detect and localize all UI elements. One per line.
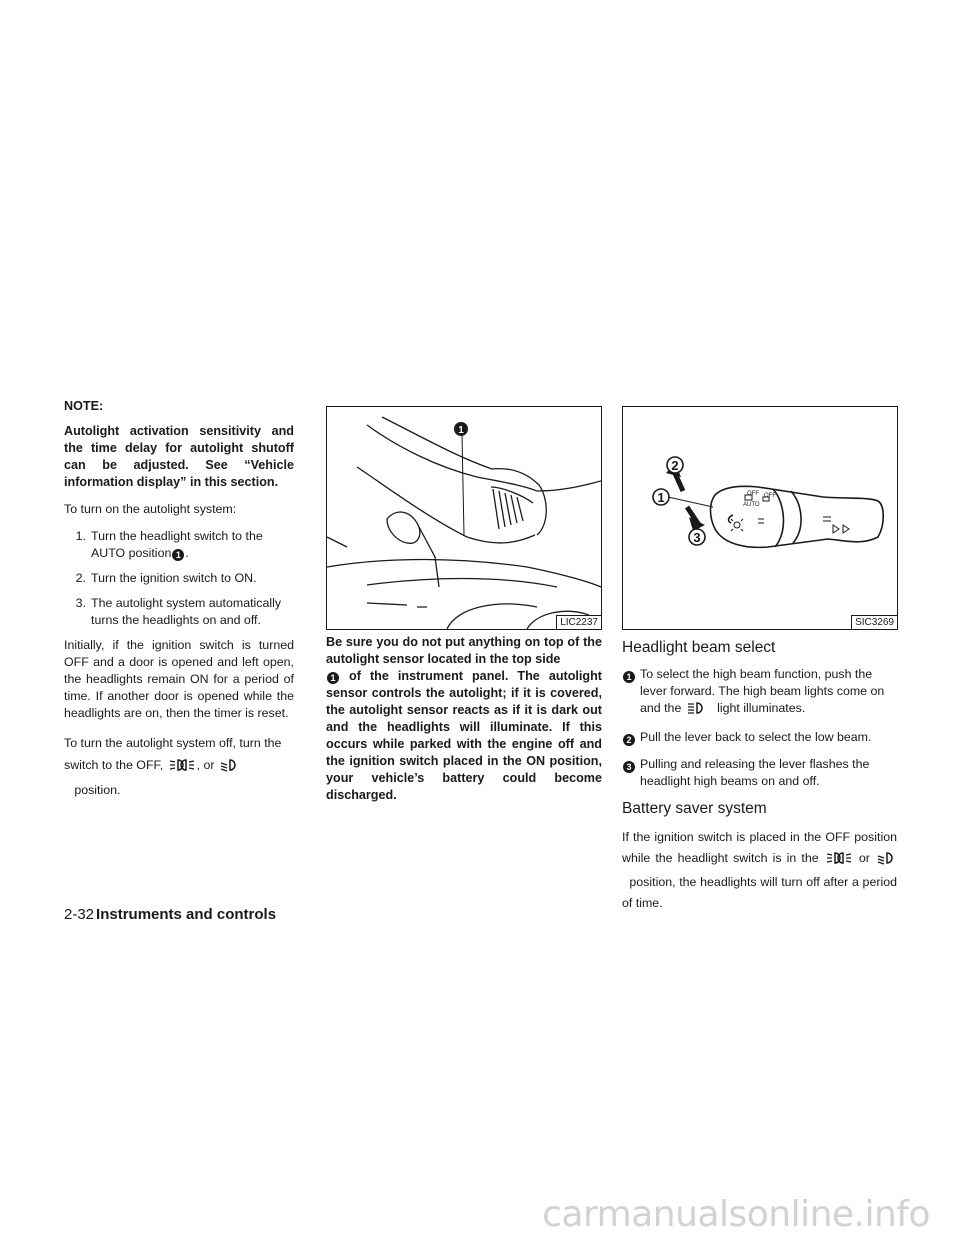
list-text: The autolight system automatically turns the headlights on and off. [91,596,282,627]
beam-step [622,666,897,720]
warning-text [326,634,602,804]
list-text [91,528,294,562]
page-number: 2-32 [64,906,95,923]
callout-3-icon: 3 [623,761,635,773]
intro-text: To turn on the autolight system: [64,502,237,516]
beam-step [622,756,897,790]
beam-step [622,729,897,747]
list-number: 2. [75,571,86,585]
column-left [64,398,294,801]
warning-text-b: of the instrument panel. The autolight sensor controls the autolight; if it is covered, the autolight sensor reacts as if it is dark out and the headlights will illuminate. If this occurs while parked with the engine off and the ignition switch placed in the ON position, your vehicle’s battery could become discharged. [326,669,603,802]
headlight-high-beam-icon [687,701,705,720]
callout-2-icon: 2 [623,734,635,746]
svg-text:OFF: OFF [747,491,759,497]
callout-1-icon: 1 [327,672,339,684]
turn-off-text-end: position. [74,783,121,797]
beam-step-text: Pulling and releasing the lever flashes the headlight high beams on and off. [640,757,870,788]
figure-callout-3: 3 [693,530,701,545]
note-text: Autolight activation sensitivity and the time delay for autolight shutoff can be adjusted. See “Vehicle information display” in this section. [64,424,294,489]
beam-step-text: Pull the lever back to select the low beam. [640,730,872,744]
beam-step-text-b: light illuminates. [717,701,806,715]
heading-battery-saver-system: Battery saver system [622,800,767,817]
figure-headlight-lever [622,406,898,630]
step-text: Turn the headlight switch to the AUTO position [91,529,263,560]
battery-text-or: or [858,851,870,865]
callout-1-icon: 1 [623,671,635,683]
watermark: carmanualsonline.info [542,1194,930,1235]
warning-text-a: Be sure you do not put anything on top of the autolight sensor located in the top side [326,635,602,666]
page-footer [64,906,276,924]
list-number: 1. [75,529,86,543]
figure-callout-1: 1 [657,490,665,505]
beam-step-text-a: To select the high beam function, push the lever forward. The high beam lights come on and the [640,667,885,715]
list-item [64,595,294,629]
list-text: Turn the ignition switch to ON. [91,571,257,585]
list-item [64,570,294,587]
parking-light-icon [169,757,195,779]
battery-text-a: If the ignition switch is placed in the OFF position while the headlight switch is in the [622,830,897,865]
figure-callout-2: 2 [671,458,679,473]
paragraph-initially: Initially, if the ignition switch is turned OFF and a door is opened and left open, the headlights remain ON for a period of time. If another door is opened while the headlights are on, then the timer is reset. [64,638,294,720]
step-text-end: . [185,546,189,560]
headlight-low-beam-icon [220,757,238,779]
turn-off-text-or: , or [196,758,215,772]
parking-light-icon [826,851,852,872]
battery-text-c: position, the headlights will turn off after a period of time. [622,875,897,910]
section-title: Instruments and controls [96,906,277,923]
column-middle [326,398,602,804]
battery-saver-text [622,827,897,914]
lever-illustration [623,407,897,629]
list-number: 3. [75,596,86,610]
callout-1-icon: 1 [172,549,184,561]
paragraph-turn-off [64,732,294,801]
svg-text:OFF: OFF [764,493,776,499]
svg-text:AUTO: AUTO [743,502,760,508]
windshield-illustration [327,407,601,629]
turn-off-text: To turn the autolight system off, turn the switch to the OFF, [64,736,282,772]
beam-step-text [640,666,897,720]
heading-headlight-beam-select: Headlight beam select [622,639,776,656]
list-item [64,528,294,562]
column-right [622,398,897,914]
figure-callout: 1 [458,425,464,436]
figure-code: LIC2237 [556,615,601,629]
figure-code: SIC3269 [851,615,897,629]
figure-autolight-sensor [326,406,602,630]
headlight-low-beam-icon [877,851,895,872]
note-label: NOTE: [64,399,104,413]
